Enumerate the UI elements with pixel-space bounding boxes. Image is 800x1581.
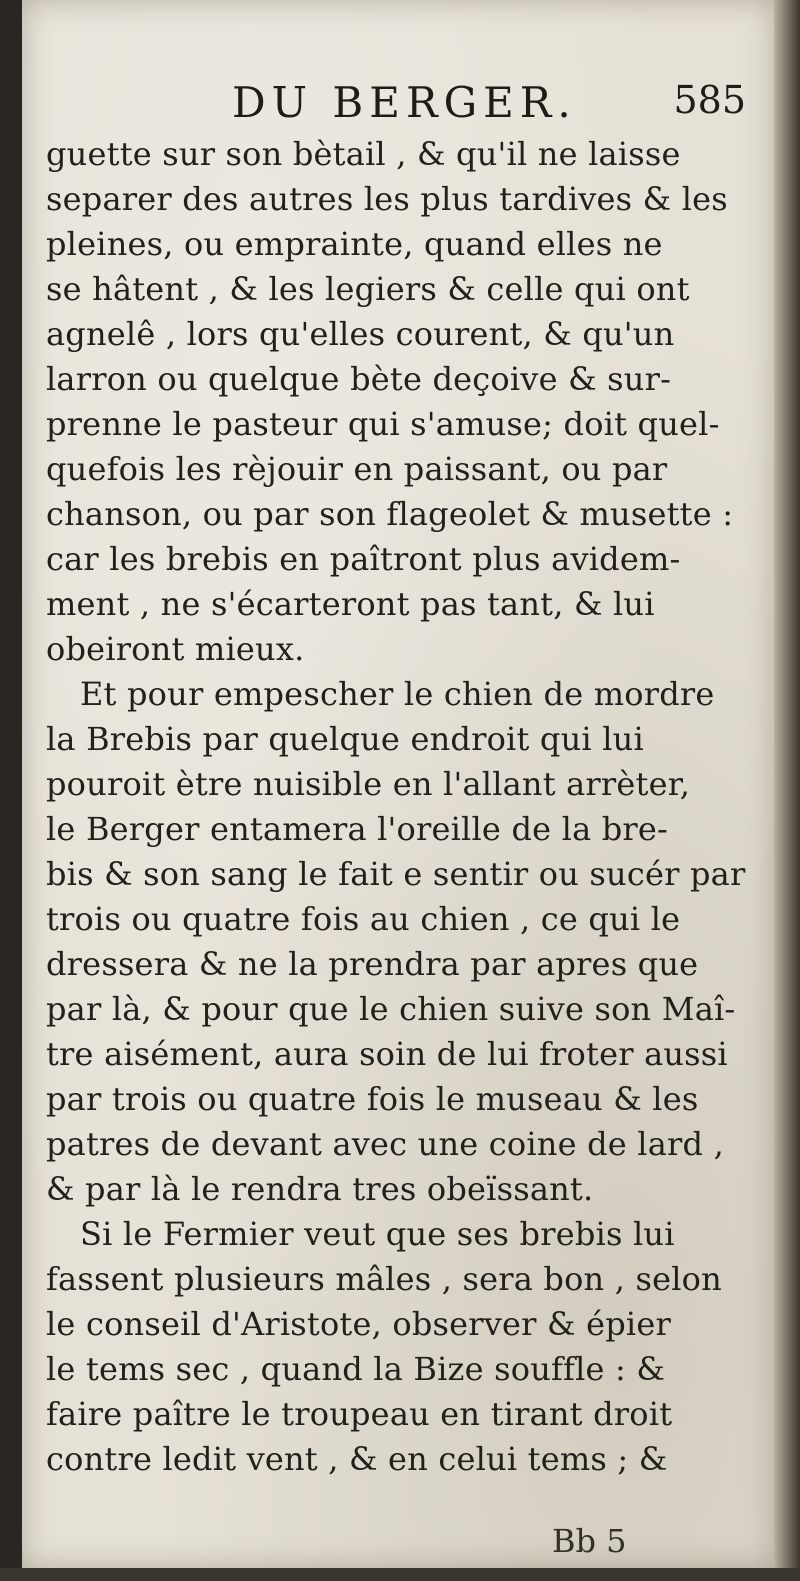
text-line: quefois les rèjouir en paissant, ou par (46, 450, 668, 488)
text-line: agnelê , lors qu'elles courent, & qu'un (46, 315, 675, 353)
text-line: dressera & ne la prendra par apres que (46, 945, 699, 983)
text-line: guette sur son bètail , & qu'il ne laisse (46, 135, 681, 173)
text-line: se hâtent , & les legiers & celle qui ont (46, 270, 690, 308)
text-line: separer des autres les plus tardives & les (46, 180, 728, 218)
text-line: le Berger entamera l'oreille de la bre- (46, 810, 669, 848)
page-header (22, 78, 774, 138)
text-line: Et pour empescher le chien de mordre (80, 675, 715, 713)
text-line: fassent plusieurs mâles , sera bon , selon (46, 1260, 722, 1298)
text-line: contre ledit vent , & en celui tems ; & (46, 1440, 668, 1478)
text-line: Si le Fermier veut que ses brebis lui (80, 1215, 675, 1253)
text-line: le conseil d'Aristote, observer & épier (46, 1305, 671, 1343)
text-line: chanson, ou par son flageolet & musette : (46, 495, 734, 533)
page-number: 585 (673, 78, 746, 122)
text-line: la Brebis par quelque endroit qui lui (46, 720, 644, 758)
text-line: trois ou quatre fois au chien , ce qui le (46, 900, 681, 938)
text-line: par trois ou quatre fois le museau & les (46, 1080, 699, 1118)
text-line: obeiront mieux. (46, 630, 305, 668)
text-line: car les brebis en paîtront plus avidem- (46, 540, 681, 578)
signature-mark: Bb 5 (552, 1522, 627, 1560)
text-line: & par là le rendra tres obeïssant. (46, 1170, 594, 1208)
book-page (22, 0, 774, 1568)
text-line: pouroit ètre nuisible en l'allant arrèter, (46, 765, 691, 803)
text-line: tre aisément, aura soin de lui froter aussi (46, 1035, 728, 1073)
text-line: pleines, ou emprainte, quand elles ne (46, 225, 663, 263)
text-line: patres de devant avec une coine de lard , (46, 1125, 724, 1163)
text-line: faire paître le troupeau en tirant droit (46, 1395, 673, 1433)
text-line: bis & son sang le fait e sentir ou sucér par (46, 855, 746, 893)
text-line: larron ou quelque bète deçoive & sur- (46, 360, 672, 398)
text-line: prenne le pasteur qui s'amuse; doit quel- (46, 405, 720, 443)
text-line: ment , ne s'écarteront pas tant, & lui (46, 585, 655, 623)
page-bottom-shadow (0, 1568, 800, 1581)
body-text (46, 132, 758, 1482)
text-line: par là, & pour que le chien suive son Maî- (46, 990, 736, 1028)
text-line: le tems sec , quand la Bize souffle : & (46, 1350, 666, 1388)
running-title: DU BERGER. (232, 78, 577, 127)
page-edge-shadow (774, 0, 800, 1581)
